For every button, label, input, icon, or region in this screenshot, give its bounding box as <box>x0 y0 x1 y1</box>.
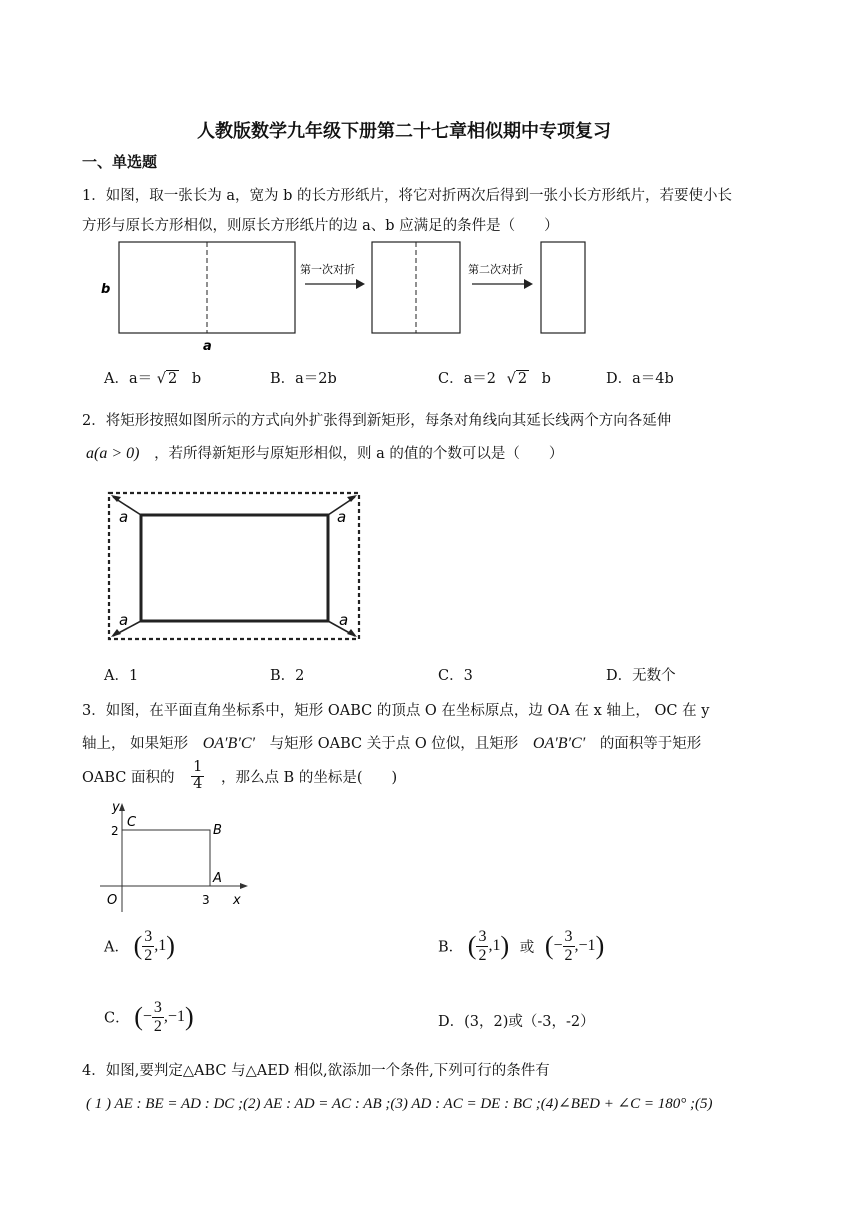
q3-rectangle-oabc <box>122 830 210 886</box>
q1-text-line2: 方形与原长方形相似，则原长方形纸片的边 a、b 应满足的条件是（ ） <box>82 218 559 234</box>
q3-text-line3: OABC 面积的 $\frac{1}{4}$ ，那么点 B 的坐标是( ) <box>82 759 398 792</box>
page-title: 人教版数学九年级下册第二十七章相似期中专项复习 <box>197 121 611 142</box>
q1-label-b: b <box>101 282 111 297</box>
q3-text-line2: 轴上， 如果矩形 OA′B′C′ 与矩形 OABC 关于点 O 位似，且矩形 OA′B′C′ 的面积等于矩形 <box>82 735 702 752</box>
q3-label-o: O <box>107 893 118 908</box>
q1-option-d[interactable]: D．a＝4b <box>606 371 674 387</box>
q2-option-c[interactable]: C．3 <box>438 668 473 684</box>
q1-option-a[interactable]: A．a＝ √ 2 b <box>104 371 202 387</box>
section-heading: 一、单选题 <box>82 153 158 171</box>
q3-option-c[interactable]: C． (− $\frac{3}{2}$ ,−1) <box>104 999 194 1035</box>
q1-fold1-label: 第一次对折 <box>300 263 355 276</box>
q1-option-c[interactable]: C．a＝2 √ 2 b <box>438 371 551 387</box>
q2-option-a[interactable]: A．1 <box>104 668 139 684</box>
q3-label-y: y <box>112 800 120 815</box>
q4-text-line1: 4．如图,要判定△ABC 与△AED 相似,欲添加一个条件,下列可行的条件有 <box>82 1063 550 1079</box>
q2-text-line1: 2．将矩形按照如图所示的方式向外扩张得到新矩形，每条对角线向其延长线两个方向各延伸 <box>82 413 672 429</box>
q2-option-d[interactable]: D．无数个 <box>606 668 676 684</box>
q1-mid-rectangle <box>372 242 460 333</box>
q2-text-line2: a(a > 0) ，若所得新矩形与原矩形相似，则 a 的值的个数可以是（ ） <box>86 445 564 462</box>
q2-label-a-bl: a <box>119 611 129 629</box>
q3-label-x: x <box>233 893 241 908</box>
q3-tick-2: 2 <box>111 824 119 838</box>
q1-arrowhead-2 <box>524 279 533 289</box>
q3-option-a[interactable]: A． ( $\frac{3}{2}$ ,1) <box>104 928 175 964</box>
q3-option-d[interactable]: D．(3，2)或（-3，-2） <box>438 1014 595 1030</box>
q2-option-b[interactable]: B．2 <box>270 668 305 684</box>
q1-label-a: a <box>203 339 212 354</box>
q1-fold2-label: 第二次对折 <box>468 263 523 276</box>
q1-text-line1: 1．如图，取一张长为 a，宽为 b 的长方形纸片，将它对折两次后得到一张小长方形纸片，若要使小长 <box>82 188 732 204</box>
q1-option-b[interactable]: B．a＝2b <box>270 371 337 387</box>
q4-text-line2: ( 1 ) AE : BE = AD : DC ;(2) AE : AD = AC : AB ;(3) AD : AC = DE : BC ;(4)∠BED + ∠C = 180° ;(5) <box>86 1096 713 1112</box>
q3-text-line1: 3．如图，在平面直角坐标系中，矩形 OABC 的顶点 O 在坐标原点，边 OA 在 x 轴上， OC 在 y <box>82 703 710 719</box>
q1-figure <box>95 236 605 354</box>
q3-coordinate-figure <box>100 800 250 915</box>
q2-math-condition: a(a > 0) <box>86 445 140 462</box>
q2-inner-rectangle <box>141 515 328 621</box>
q3-label-c: C <box>127 815 137 830</box>
q2-label-a-tr: a <box>337 508 347 526</box>
q2-label-a-tl: a <box>119 508 129 526</box>
q3-label-a: A <box>213 871 222 886</box>
q2-figure <box>105 488 365 646</box>
q2-label-a-br: a <box>339 611 349 629</box>
q3-option-b[interactable]: B． ( $\frac{3}{2}$ ,1) 或 (− $\frac{3}{2}$ ,−1) <box>438 928 605 964</box>
q3-tick-3: 3 <box>202 893 210 907</box>
q1-arrowhead-1 <box>356 279 365 289</box>
q3-label-b: B <box>213 823 222 838</box>
q1-big-rectangle <box>119 242 295 333</box>
q1-small-rectangle <box>541 242 585 333</box>
